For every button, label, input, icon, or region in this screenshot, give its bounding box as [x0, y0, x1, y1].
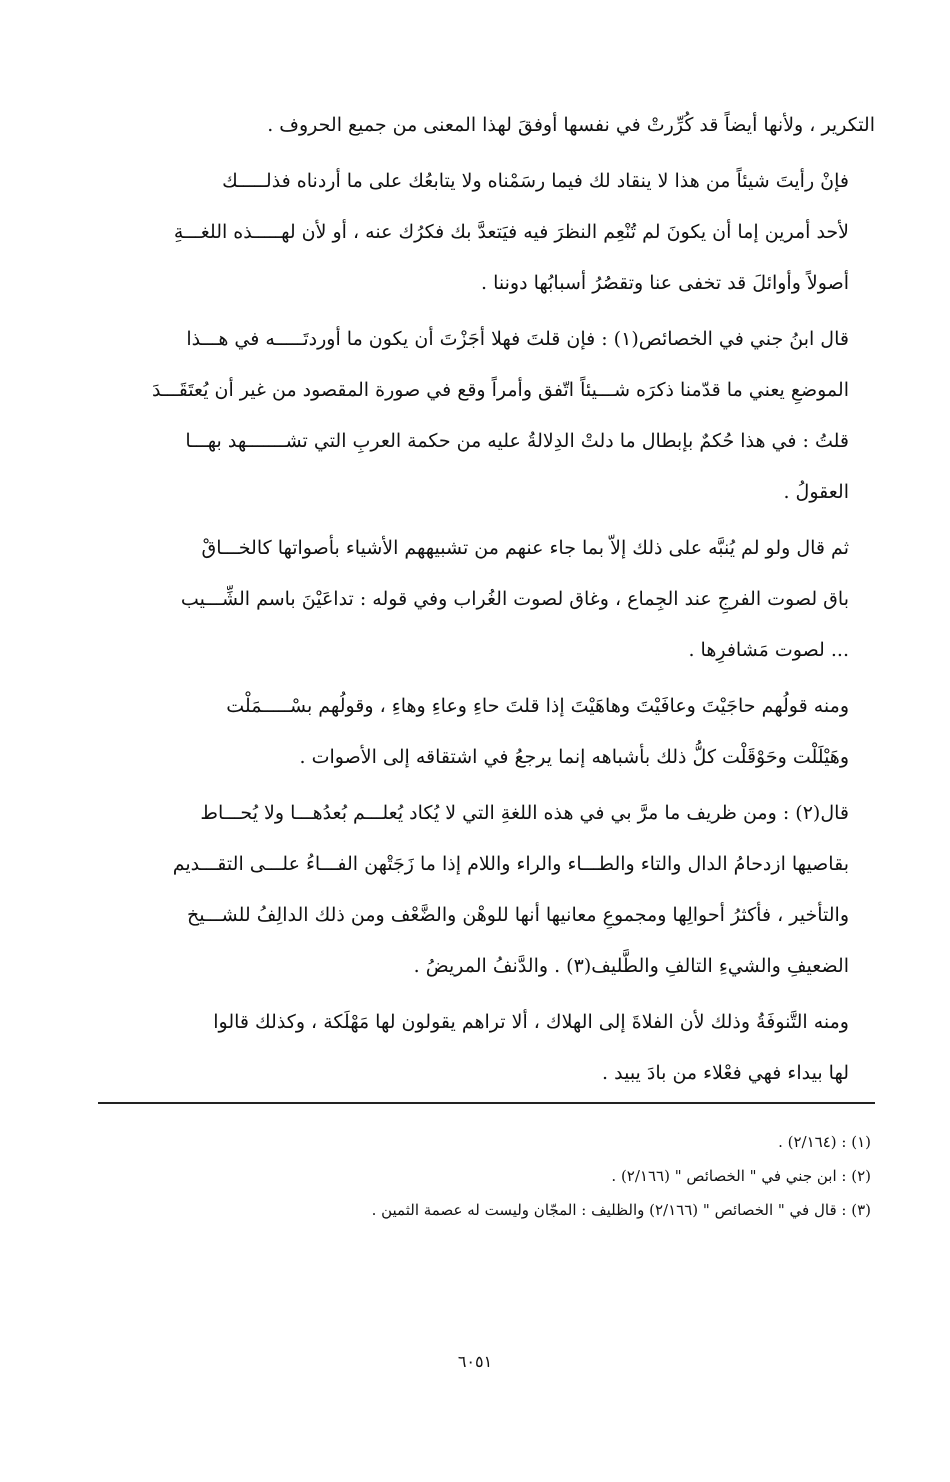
text-line: العقولُ .: [783, 481, 849, 503]
text-line: التكرير ، ولأنها أيضاً قد كُرِّرتْ في نفسها أوفقَ لهذا المعنى من جميع الحروف .: [267, 114, 875, 136]
text-line: ومنه التَّنوفَةُ وذلك لأن الفلاةَ إلى الهلاك ، ألا تراهم يقولون لها مَهْلَكة ، وكذلك قالوا: [213, 1011, 849, 1033]
footnotes: [98, 1125, 871, 1227]
text-line: فإنْ رأيتَ شيئاً من هذا لا ينقاد لك فيما رسَمْناه ولا يتابعُك على ما أردناه فذلـــــك: [222, 170, 849, 192]
text-line: والتأخير ، فأكثرُ أحوالِها ومجموعِ معانيها أنها للوهْن والضَّعْف ومن ذلك الدالِفُ للشـــيخ: [186, 904, 849, 926]
text-line: أصولاً وأوائلَ قد تخفى عنا وتقصُرُ أسبابُها دوننا .: [481, 272, 849, 294]
text-line: ومنه قولُهم حاجَيْتَ وعافَيْتَ وهاهَيْتَ إذا قلتَ حاءِ وعاءِ وهاءِ ، وقولُهم بسْـــــمَلْت: [226, 695, 849, 717]
text-line: لأحد أمرين إما أن يكونَ لم تُنْعِم النظرَ فيه فيَتعدَّ بك فكرُك عنه ، أو لأن لهـــــذه اللغـــةِ: [173, 221, 849, 243]
text-line: قال ابنُ جني في الخصائص(١) : فإن قلتَ فهلا أجَزْتَ أن يكون ما أوردتَـــــه في هـــذا: [186, 328, 849, 350]
page-number: ٦٠٥١: [457, 1352, 493, 1371]
text-line: بقاصيها ازدحامُ الدال والتاء والطـــاء والراء واللام إذا ما زَجَتْهن الفـــاءُ علـــى التقـــديم: [172, 853, 849, 875]
paragraph: [98, 314, 875, 518]
paragraph: [98, 100, 875, 151]
text-line: ... لصوت مَشافرِها .: [688, 639, 849, 661]
paragraph: [98, 681, 875, 783]
paragraph: [98, 788, 875, 992]
paragraph: [98, 156, 875, 309]
footnote-divider: [98, 1102, 875, 1104]
text-line: ثم قال ولو لم يُنبَّه على ذلك إلاّ بما جاء عنهم من تشبيههم الأشياء بأصواتها كالخـــاقْ: [201, 537, 849, 559]
footnote: (٣) : قال في " الخصائص " (٢/١٦٦) والظليف : المجّان وليست له عصمة الثمين .: [371, 1201, 871, 1219]
text-line: الموضعِ يعني ما قدّمنا ذكرَه شـــيئاً اتّفق وأمراً وقع في صورة المقصود من غير أن يُعتَقَـــدَ: [152, 379, 849, 401]
text-line: لها بيداء فهي فعْلاء من بادَ يبيد .: [602, 1062, 849, 1084]
paragraph: [98, 523, 875, 676]
text-line: وهَيْلَلْت وحَوْقَلْت كلُّ ذلك بأشباهه إنما يرجعُ في اشتقاقه إلى الأصوات .: [299, 746, 849, 768]
paragraph: [98, 997, 875, 1099]
text-line: قلتُ : في هذا حُكمٌ بإبطال ما دلتْ الدِلالةُ عليه من حكمة العربِ التي تشـــــــهد بهـــا: [185, 430, 849, 452]
main-text: [98, 100, 875, 1104]
text-line: قال(٢) : ومن ظريف ما مرَّ بي في هذه اللغةِ التي لا يُكاد يُعلـــم بُعدُهـــا ولا يُحـــاط: [200, 802, 849, 824]
text-line: باق لصوت الفرجِ عند الجِماع ، وغاق لصوت الغُراب وفي قوله : تداعَيْنَ باسم الشِّـــيب: [180, 588, 849, 610]
text-line: الضعيفِ والشيءِ التالفِ والطَّليف(٣) . والدَّنفُ المريضُ .: [413, 955, 849, 977]
footnote: (١) : (٢/١٦٤) .: [778, 1133, 871, 1151]
footnote: (٢) : ابن جني في " الخصائص " (٢/١٦٦) .: [611, 1167, 871, 1185]
